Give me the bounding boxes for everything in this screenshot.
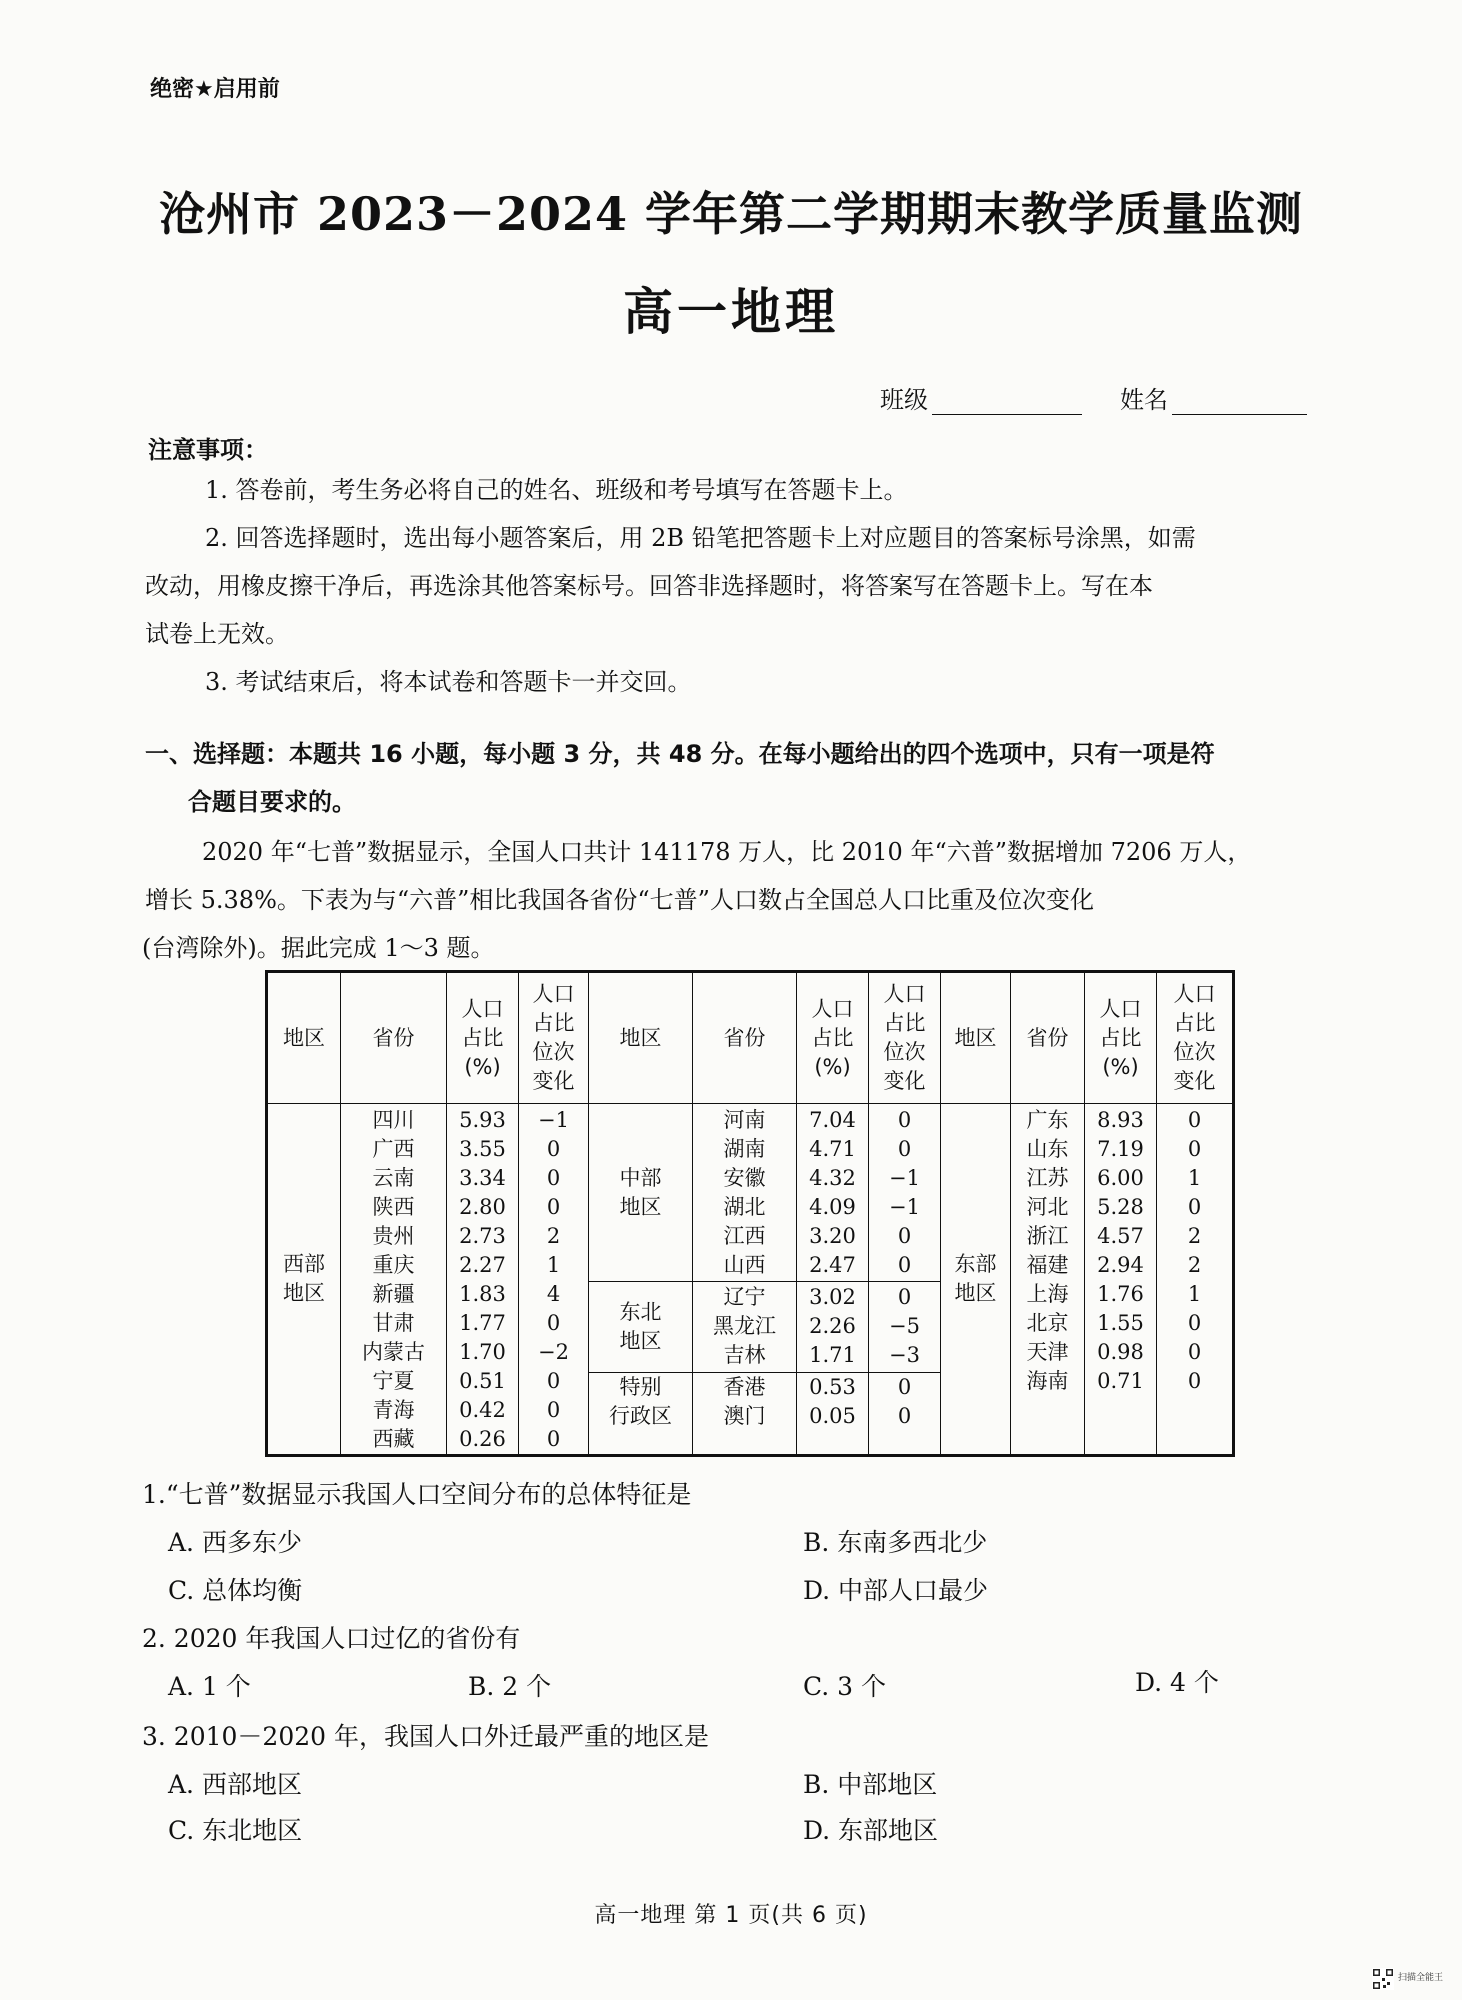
q2-option-a: A. 1 个	[168, 1672, 251, 1701]
intro-line-1: 2020 年“七普”数据显示，全国人口共计 141178 万人，比 2010 年“六普”数据增加 7206 万人，	[202, 838, 1252, 866]
east-shares: 8.93 7.19 6.00 5.28 4.57 2.94 1.76 1.55 0.98 0.71	[1085, 1104, 1157, 1456]
exam-title: 沧州市 2023－2024 学年第二学期期末教学质量监测	[158, 187, 1304, 241]
west-shares: 5.93 3.55 3.34 2.80 2.73 2.27 1.83 1.77 1.70 0.51 0.42 0.26	[447, 1104, 519, 1456]
central-provinces: 河南 湖南 安徽 湖北 江西 山西	[693, 1104, 797, 1282]
name-label: 姓名	[1120, 386, 1168, 414]
northeast-region-cell: 东北 地区	[589, 1282, 693, 1373]
west-ranks: −1 0 0 0 2 1 4 0 −2 0 0 0	[519, 1104, 589, 1456]
q3-option-b: B. 中部地区	[803, 1770, 938, 1799]
header-region: 地区	[267, 972, 341, 1104]
header-rank-change: 人口 占比 位次 变化	[519, 972, 589, 1104]
header-share: 人口 占比 (%)	[797, 972, 869, 1104]
name-blank	[1172, 390, 1307, 415]
notice-item-2-line-2: 改动，用橡皮擦干净后，再选涂其他答案标号。回答非选择题时，将答案写在答题卡上。写在本	[145, 572, 1153, 600]
central-ranks: 0 0 −1 −1 0 0	[869, 1104, 941, 1282]
q2-option-b: B. 2 个	[468, 1672, 552, 1701]
name-field	[1120, 380, 1307, 415]
header-region: 地区	[589, 972, 693, 1104]
notice-heading: 注意事项：	[148, 436, 268, 464]
secret-label: 绝密★启用前	[150, 77, 280, 102]
central-shares: 7.04 4.71 4.32 4.09 3.20 2.47	[797, 1104, 869, 1282]
class-field	[880, 380, 1082, 415]
northeast-ranks: 0 −5 −3	[869, 1282, 941, 1373]
q1-option-b: B. 东南多西北少	[803, 1528, 988, 1557]
sar-ranks: 0 0	[869, 1372, 941, 1455]
q3-option-a: A. 西部地区	[168, 1770, 302, 1799]
section-heading-line-1: 一、选择题：本题共 16 小题，每小题 3 分，共 48 分。在每小题给出的四个选项中，只有一项是符	[145, 740, 1215, 768]
intro-line-3: (台湾除外)。据此完成 1～3 题。	[142, 934, 495, 962]
notice-item-1: 1. 答卷前，考生务必将自己的姓名、班级和考号填写在答题卡上。	[205, 476, 908, 504]
q1-stem: 1.“七普”数据显示我国人口空间分布的总体特征是	[142, 1480, 692, 1509]
east-provinces: 广东 山东 江苏 河北 浙江 福建 上海 北京 天津 海南	[1011, 1104, 1085, 1456]
class-label: 班级	[880, 386, 928, 414]
header-rank-change: 人口 占比 位次 变化	[869, 972, 941, 1104]
intro-line-2: 增长 5.38%。下表为与“六普”相比我国各省份“七普”人口数占全国总人口比重及位次变化	[145, 886, 1094, 914]
header-share: 人口 占比 (%)	[447, 972, 519, 1104]
east-ranks: 0 0 1 0 2 2 1 0 0 0	[1157, 1104, 1234, 1456]
northeast-shares: 3.02 2.26 1.71	[797, 1282, 869, 1373]
sar-provinces: 香港 澳门	[693, 1372, 797, 1455]
table-header-row	[267, 972, 1234, 1104]
q2-option-c: C. 3 个	[803, 1672, 886, 1701]
q1-option-c: C. 总体均衡	[168, 1576, 303, 1605]
northeast-provinces: 辽宁 黑龙江 吉林	[693, 1282, 797, 1373]
header-region: 地区	[941, 972, 1011, 1104]
scanner-watermark: 扫描全能王	[1398, 1973, 1444, 1983]
header-province: 省份	[1011, 972, 1085, 1104]
sar-shares: 0.53 0.05	[797, 1372, 869, 1455]
q3-option-c: C. 东北地区	[168, 1816, 303, 1845]
population-table	[265, 970, 1235, 1457]
page-footer: 高一地理 第 1 页(共 6 页)	[594, 1903, 868, 1928]
sar-region-cell: 特别 行政区	[589, 1372, 693, 1455]
qr-code-icon	[1372, 1968, 1394, 1990]
west-provinces: 四川 广西 云南 陕西 贵州 重庆 新疆 甘肃 内蒙古 宁夏 青海 西藏	[341, 1104, 447, 1456]
header-province: 省份	[341, 972, 447, 1104]
q2-option-d: D. 4 个	[1135, 1668, 1219, 1697]
q2-stem: 2. 2020 年我国人口过亿的省份有	[142, 1624, 521, 1653]
q1-option-d: D. 中部人口最少	[803, 1576, 989, 1605]
exam-subtitle: 高一地理	[623, 283, 839, 341]
notice-item-3: 3. 考试结束后，将本试卷和答题卡一并交回。	[205, 668, 692, 696]
header-province: 省份	[693, 972, 797, 1104]
q3-stem: 3. 2010－2020 年，我国人口外迁最严重的地区是	[142, 1722, 709, 1751]
class-blank	[932, 390, 1082, 415]
notice-item-2-line-3: 试卷上无效。	[145, 620, 289, 648]
q1-option-a: A. 西多东少	[168, 1528, 302, 1557]
header-share: 人口 占比 (%)	[1085, 972, 1157, 1104]
header-rank-change: 人口 占比 位次 变化	[1157, 972, 1234, 1104]
section-heading-line-2: 合题目要求的。	[188, 788, 356, 816]
q3-option-d: D. 东部地区	[803, 1816, 939, 1845]
central-region-cell: 中部 地区	[589, 1104, 693, 1282]
east-region-cell: 东部 地区	[941, 1104, 1011, 1456]
west-region-cell: 西部 地区	[267, 1104, 341, 1456]
notice-item-2-line-1: 2. 回答选择题时，选出每小题答案后，用 2B 铅笔把答题卡上对应题目的答案标号涂黑，如需	[205, 524, 1196, 552]
